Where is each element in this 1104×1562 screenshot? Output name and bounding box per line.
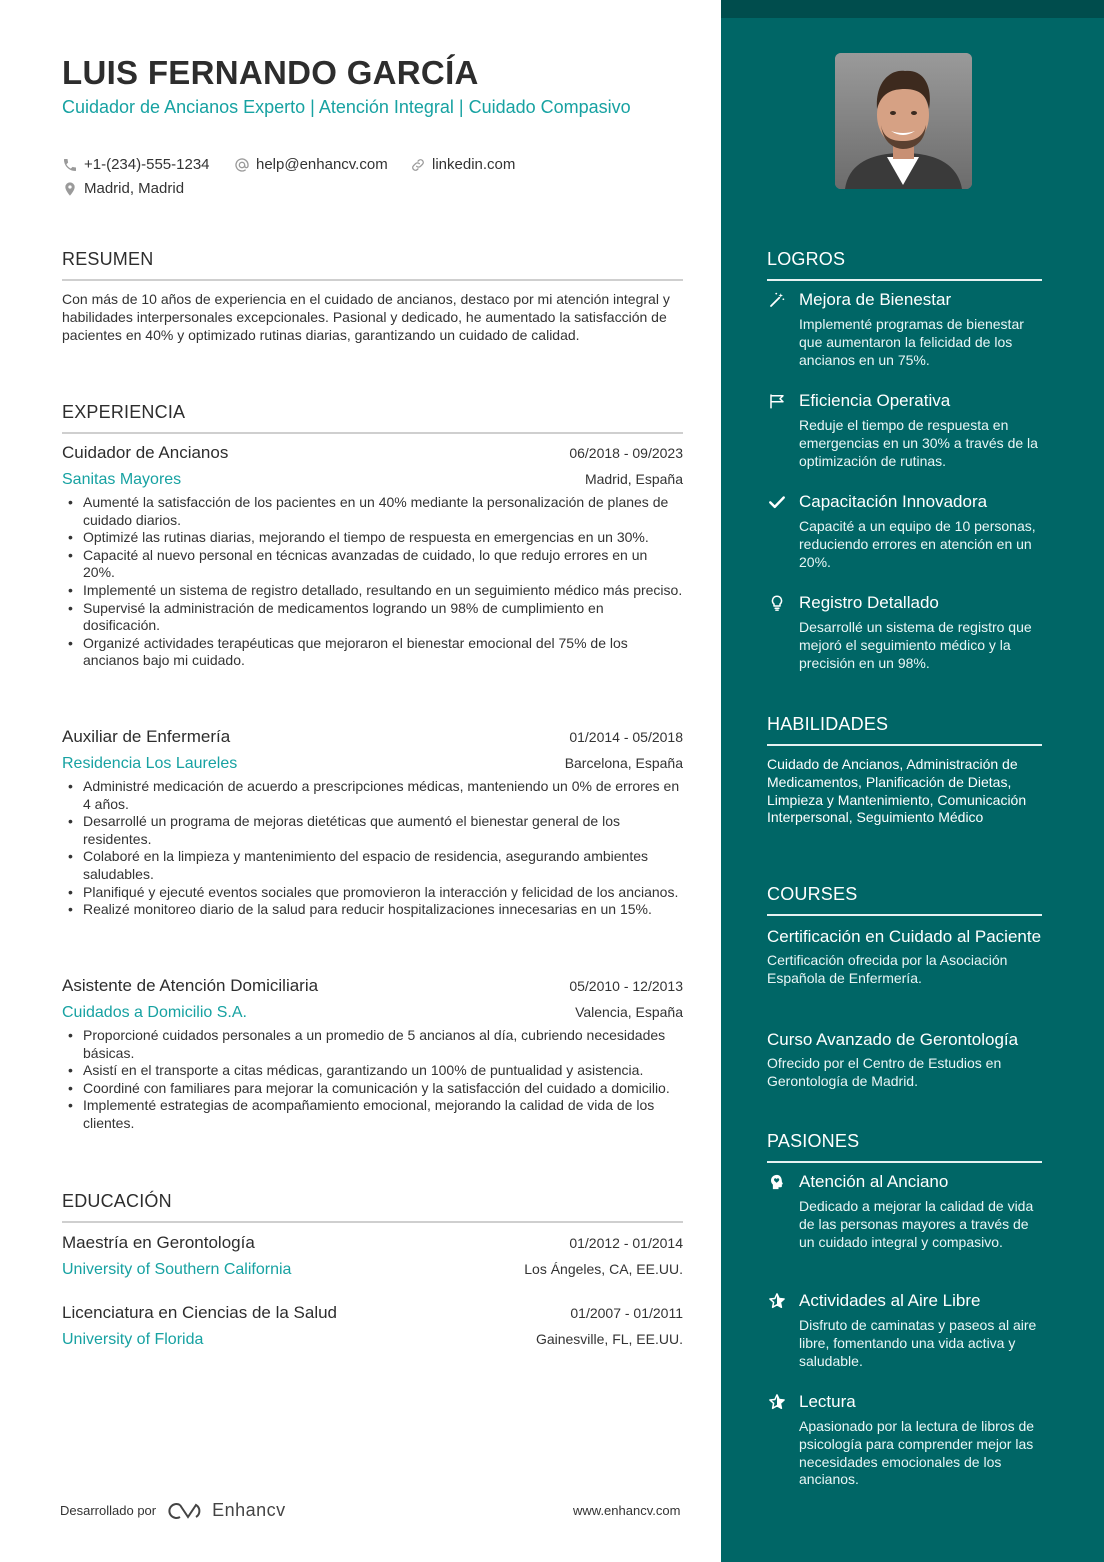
job-bullet: • Proporcioné cuidados personales a un promedio de 5 ancianos al día, cubriendo necesidades básicas. <box>62 1027 683 1062</box>
job-bullet: • Supervisé la administración de medicamentos logrando un 98% de cumplimiento en dosificación. <box>62 600 683 635</box>
footer-built-with: Desarrollado por <box>60 1503 157 1518</box>
lightbulb-icon <box>767 593 787 613</box>
skills-heading: HABILIDADES <box>767 714 1042 746</box>
job-date: 05/2010 - 12/2013 <box>569 978 683 994</box>
summary-text: Con más de 10 años de experiencia en el cuidado de ancianos, destaco por mi atención integral y habilidades interpersonales excepcionales. Pasional y dedicado, he aumentado la satisfacción de pacientes en 40% y optimizado rutinas diarias, garantizando un cuidado de calidad. <box>62 291 670 343</box>
courses-heading: COURSES <box>767 884 1042 916</box>
enhancv-brand: Enhancv <box>212 1500 286 1520</box>
summary-heading: RESUMEN <box>62 249 683 281</box>
sidebar-top-band <box>721 0 1104 18</box>
achievement-title: Registro Detallado <box>799 593 939 612</box>
passion-title: Lectura <box>799 1392 856 1411</box>
passion-item <box>767 1392 1047 1489</box>
achievement-title: Capacitación Innovadora <box>799 492 988 511</box>
job-bullet: • Realizé monitoreo diario de la salud para reducir hospitalizaciones innecesarias en un 15%. <box>62 901 683 919</box>
achievement-title: Eficiencia Operativa <box>799 391 951 410</box>
school-location: Los Ángeles, CA, EE.UU. <box>524 1261 683 1277</box>
job-bullet: • Implementé estrategias de acompañamiento emocional, mejorando la calidad de vida de los clientes. <box>62 1097 683 1132</box>
course-desc: Certificación ofrecida por la Asociación Española de Enfermería. <box>767 952 1008 986</box>
location-text: Madrid, Madrid <box>84 180 185 197</box>
job-title: Cuidador de Ancianos <box>62 443 229 462</box>
job-bullets <box>62 778 683 919</box>
education-date: 01/2007 - 01/2011 <box>570 1305 683 1321</box>
footer-credit <box>60 1500 286 1521</box>
candidate-tagline: Cuidador de Ancianos Experto | Atención Integral | Cuidado Compasivo <box>62 97 631 117</box>
job-bullet: • Asistí en el transporte a citas médicas, garantizando un 100% de puntualidad y asistencia. <box>62 1062 683 1080</box>
sidebar <box>721 0 1104 1562</box>
job-bullet: • Implementé un sistema de registro detallado, resultando en un seguimiento médico más preciso. <box>62 582 683 600</box>
job-entry <box>62 443 683 670</box>
course-item <box>767 926 1047 988</box>
education-entry <box>62 1303 683 1349</box>
school-name: University of Southern California <box>62 1261 292 1278</box>
job-bullet: • Organizé actividades terapéuticas que mejoraron el bienestar emocional del 75% de los ancianos bajo mi cuidado. <box>62 635 683 670</box>
job-bullet: • Colaboré en la limpieza y mantenimiento del espacio de residencia, asegurando ambientes saludables. <box>62 848 683 883</box>
school-name: University of Florida <box>62 1331 204 1348</box>
job-bullet: • Aumenté la satisfacción de los pacientes en un 40% mediante la personalización de planes de cuidado diarios. <box>62 494 683 529</box>
passion-item <box>767 1172 1047 1251</box>
course-title: Curso Avanzado de Gerontología <box>767 1030 1019 1049</box>
experience-heading: EXPERIENCIA <box>62 402 683 434</box>
job-bullet: • Coordiné con familiares para mejorar la comunicación y la satisfacción del cuidado a domicilio. <box>62 1080 683 1098</box>
school-location: Gainesville, FL, EE.UU. <box>535 1331 683 1347</box>
job-location: Madrid, España <box>584 471 683 487</box>
achievement-item <box>767 593 1047 672</box>
location-contact <box>62 180 184 197</box>
phone-text[interactable]: +1-(234)-555-1234 <box>84 156 210 173</box>
course-title: Certificación en Cuidado al Paciente <box>767 927 1042 946</box>
job-title: Auxiliar de Enfermería <box>62 727 231 746</box>
achievement-item <box>767 290 1047 369</box>
achievement-desc: Desarrollé un sistema de registro que mejoró el seguimiento médico y la precisión en un 98%. <box>799 619 1032 671</box>
passions-heading: PASIONES <box>767 1131 1042 1163</box>
education-entry <box>62 1233 683 1279</box>
linkedin-text[interactable]: linkedin.com <box>432 156 516 173</box>
phone-icon <box>62 157 78 173</box>
job-title: Asistente de Atención Domiciliaria <box>62 976 319 995</box>
passion-desc: Apasionado por la lectura de libros de psicología para comprender mejor las necesidades emocionales de los ancianos. <box>799 1418 1035 1488</box>
job-bullets <box>62 1027 683 1133</box>
head-heart-icon <box>767 1172 787 1192</box>
job-location: Barcelona, España <box>564 755 683 771</box>
enhancv-logo-icon <box>166 1501 204 1521</box>
achievement-desc: Implementé programas de bienestar que aumentaron la felicidad de los ancianos en un 75%. <box>799 316 1024 368</box>
link-icon <box>410 157 426 173</box>
phone-contact <box>62 156 210 173</box>
passion-item <box>767 1291 1047 1370</box>
passion-desc: Disfruto de caminatas y paseos al aire libre, fomentando una vida activa y saludable. <box>799 1317 1037 1369</box>
star-icon <box>767 1392 787 1412</box>
course-desc: Ofrecido por el Centro de Estudios en Gerontología de Madrid. <box>767 1055 1002 1089</box>
education-heading: EDUCACIÓN <box>62 1191 683 1223</box>
course-item <box>767 1029 1047 1091</box>
job-bullet: • Capacité al nuevo personal en técnicas avanzadas de cuidado, lo que redujo errores en un 20%. <box>62 547 683 582</box>
achievement-item <box>767 492 1047 571</box>
passion-title: Atención al Anciano <box>799 1172 949 1191</box>
job-company: Sanitas Mayores <box>62 471 182 488</box>
achievement-title: Mejora de Bienestar <box>799 290 952 309</box>
enhancv-logo[interactable] <box>166 1500 286 1521</box>
job-location: Valencia, España <box>575 1004 683 1020</box>
magic-wand-icon <box>767 290 787 310</box>
job-company: Cuidados a Domicilio S.A. <box>62 1004 247 1021</box>
job-date: 01/2014 - 05/2018 <box>569 729 683 745</box>
email-contact <box>234 156 388 173</box>
job-bullet: • Planifiqué y ejecuté eventos sociales que promovieron la interacción y felicidad de los ancianos. <box>62 884 683 902</box>
job-bullets <box>62 494 683 670</box>
degree-title: Licenciatura en Ciencias de la Salud <box>62 1303 338 1322</box>
passion-desc: Dedicado a mejorar la calidad de vida de las personas mayores a través de un cuidado integral y compasivo. <box>799 1198 1034 1250</box>
achievement-item <box>767 391 1047 470</box>
education-date: 01/2012 - 01/2014 <box>569 1235 683 1251</box>
linkedin-contact <box>410 156 515 173</box>
job-entry <box>62 727 683 919</box>
achievement-desc: Reduje el tiempo de respuesta en emergencias en un 30% a través de la optimización de rutinas. <box>799 417 1038 469</box>
job-company: Residencia Los Laureles <box>62 755 238 772</box>
flag-icon <box>767 391 787 411</box>
star-icon <box>767 1291 787 1311</box>
candidate-name: LUIS FERNANDO GARCÍA <box>62 54 479 91</box>
job-entry <box>62 976 683 1133</box>
profile-photo <box>835 53 972 189</box>
at-icon <box>234 157 250 173</box>
job-date: 06/2018 - 09/2023 <box>569 445 683 461</box>
footer-url[interactable]: www.enhancv.com <box>573 1503 681 1518</box>
checkmark-icon <box>767 492 787 512</box>
passion-title: Actividades al Aire Libre <box>799 1291 981 1310</box>
email-text[interactable]: help@enhancv.com <box>256 156 388 173</box>
job-bullet: • Administré medicación de acuerdo a prescripciones médicas, manteniendo un 0% de errores en 4 años. <box>62 778 683 813</box>
achievements-heading: LOGROS <box>767 249 1042 281</box>
degree-title: Maestría en Gerontología <box>62 1233 255 1252</box>
achievement-desc: Capacité a un equipo de 10 personas, reduciendo errores en atención en un 20%. <box>799 518 1036 570</box>
location-pin-icon <box>62 181 78 197</box>
job-bullet: • Optimizé las rutinas diarias, mejorando el tiempo de respuesta en emergencias en un 30%. <box>62 529 683 547</box>
job-bullet: • Desarrollé un programa de mejoras dietéticas que aumentó el bienestar general de los residentes. <box>62 813 683 848</box>
skills-text: Cuidado de Ancianos, Administración de Medicamentos, Planificación de Dietas, Limpieza y Mantenimiento, Comunicación Interpersonal, Seguimiento Médico <box>767 756 1027 826</box>
